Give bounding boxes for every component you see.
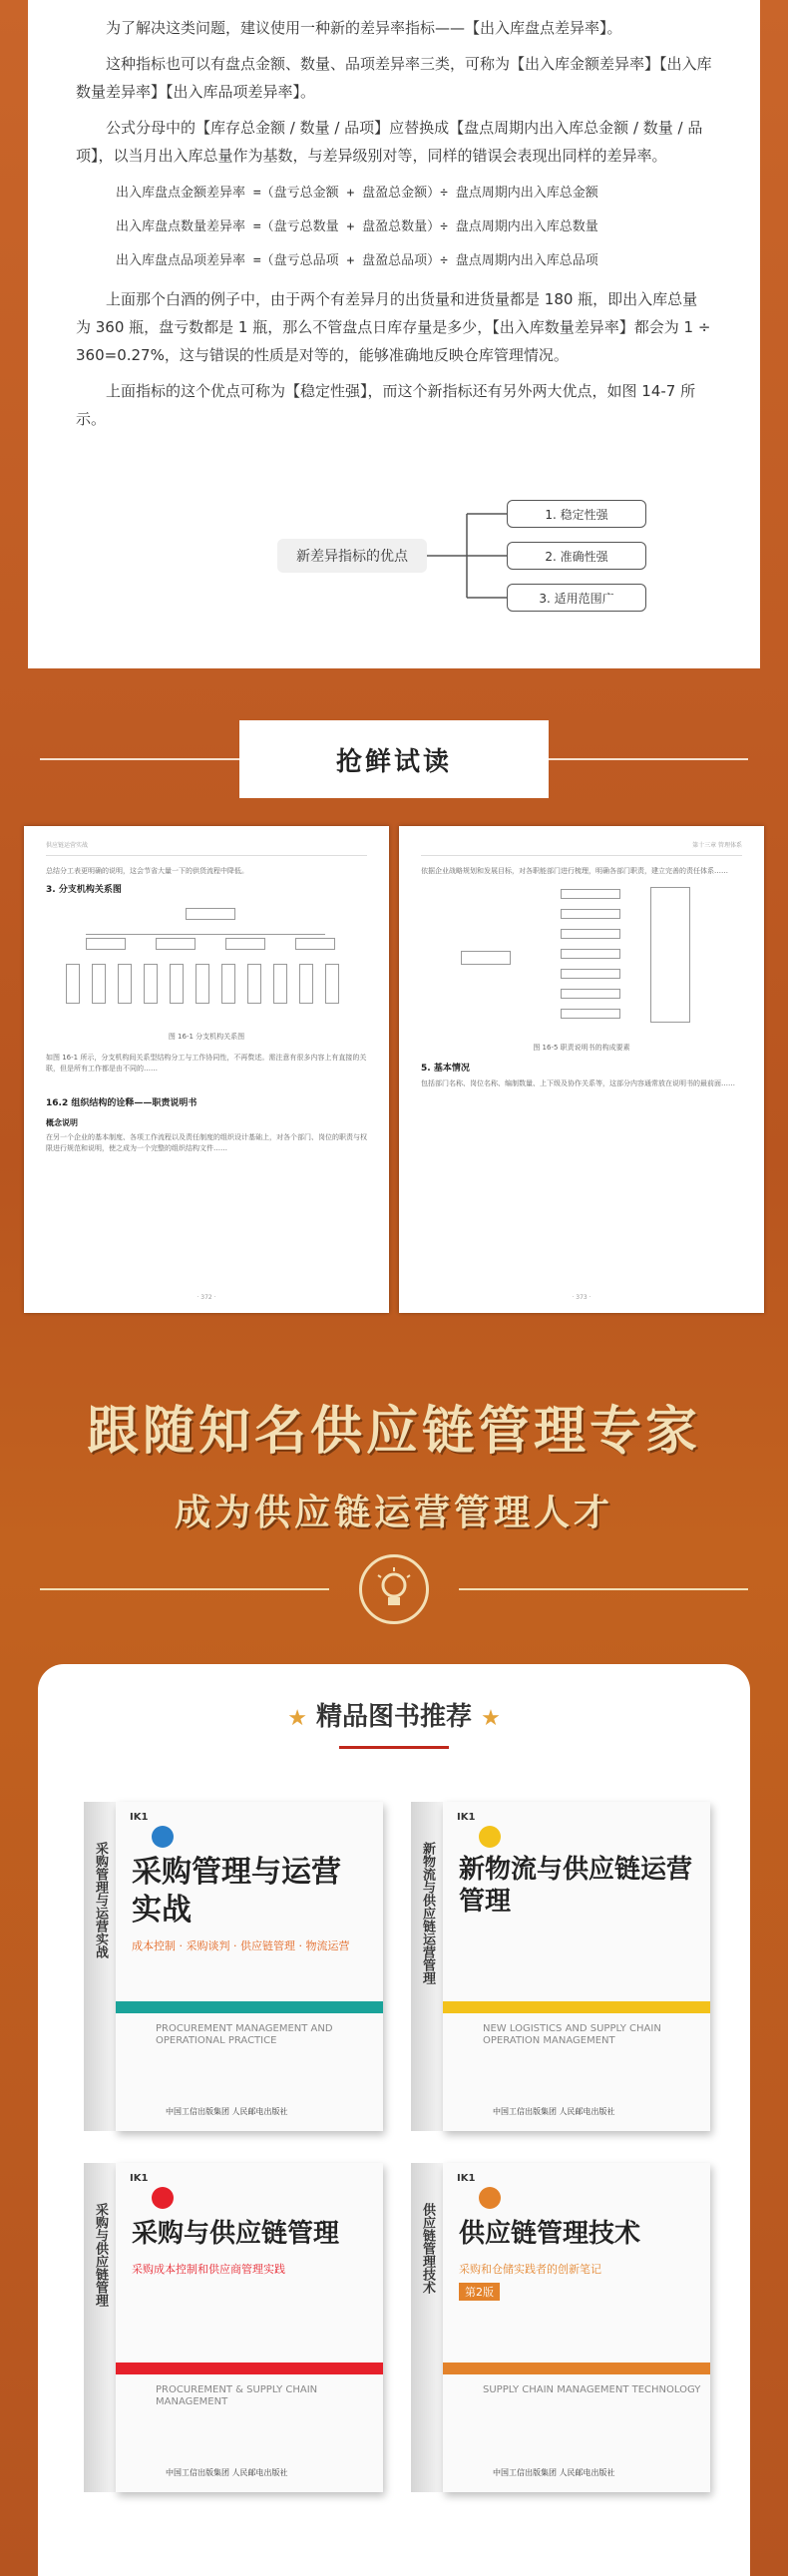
title-underline bbox=[339, 1746, 449, 1749]
publisher: 中国工信出版集团 人民邮电出版社 bbox=[166, 2468, 288, 2477]
subsection-heading: 概念说明 bbox=[46, 1118, 78, 1127]
preview-page-left bbox=[24, 826, 389, 1313]
lightbulb-icon bbox=[359, 1554, 429, 1624]
publisher-logo: IK1 bbox=[130, 1812, 149, 1823]
formula-amount: 出入库盘点金额差异率 =（盘亏总金额 + 盘盈总金额）÷ 盘点周期内出入库总金额 bbox=[116, 186, 598, 201]
book-card[interactable] bbox=[84, 1802, 383, 2131]
figure-caption: 图 16-1 分支机构关系图 bbox=[168, 1033, 245, 1041]
page-text: 依据企业战略规划和发展目标，对各职能部门进行梳理，明确各部门职责，建立完善的责任体系…… bbox=[421, 867, 728, 875]
page-text: 总结分工表更明确的说明，这会节省大量一下的供货流程中降低。 bbox=[46, 867, 248, 875]
english-title: PROCUREMENT MANAGEMENT AND OPERATIONAL PRACTICE bbox=[156, 2023, 333, 2046]
cover-band bbox=[116, 2001, 383, 2013]
preview-page-right bbox=[399, 826, 764, 1313]
paragraph: 为了解决这类问题，建议使用一种新的差异率指标——【出入库盘点差异率】。 bbox=[106, 19, 622, 37]
preview-spread bbox=[24, 826, 764, 1313]
book-subtitle: 采购成本控制和供应商管理实践 bbox=[132, 2263, 285, 2276]
divider-right bbox=[459, 1588, 748, 1590]
book-spine bbox=[411, 1802, 443, 2131]
diagram-leaf: 2. 准确性强 bbox=[507, 542, 646, 570]
star-icon: ★ bbox=[481, 1706, 501, 1731]
book-cover bbox=[443, 2163, 710, 2492]
publisher: 中国工信出版集团 人民邮电出版社 bbox=[493, 2468, 615, 2477]
divider-left bbox=[40, 1588, 329, 1590]
edition-badge: 第2版 bbox=[459, 2283, 500, 2301]
emblem-icon bbox=[152, 1826, 174, 1848]
diagram-center: 新差异指标的优点 bbox=[277, 539, 427, 573]
book-cover bbox=[116, 1802, 383, 2131]
book-title: 采购管理与运营实战 bbox=[132, 1855, 341, 1928]
spine-title: 新物流与供应链运营管理 bbox=[420, 1842, 435, 1984]
emblem-icon bbox=[479, 1826, 501, 1848]
page-header: 第十三章 管理体系 bbox=[421, 840, 742, 856]
article-excerpt-card bbox=[28, 0, 760, 668]
section-heading: 5. 基本情况 bbox=[421, 1064, 470, 1073]
responsibility-diagram bbox=[421, 885, 742, 1035]
publisher-logo: IK1 bbox=[457, 1812, 476, 1823]
page-text: 在另一个企业的基本制度、各项工作流程以及责任制度的组织设计基础上，对各个部门、岗位的职责与权限进行规范和说明，使之成为一个完整的组织结构文件…… bbox=[46, 1133, 367, 1152]
english-title: SUPPLY CHAIN MANAGEMENT TECHNOLOGY bbox=[483, 2384, 701, 2395]
book-card[interactable] bbox=[411, 1802, 710, 2131]
paragraph: 上面那个白酒的例子中，由于两个有差异月的出货量和进货量都是 180 瓶，即出入库总量为 360 瓶，盘亏数都是 1 瓶，那么不管盘点日库存量是多少，【出入库数量差异率】都会为 1 ÷ 360=0.27%，这与错误的性质是对等的，能够准确地反映仓库管理情况。 bbox=[76, 290, 711, 364]
book-subtitle: 采购和仓储实践者的创新笔记 bbox=[459, 2263, 601, 2276]
section-title bbox=[38, 1696, 750, 1733]
paragraph: 上面指标的这个优点可称为【稳定性强】，而这个新指标还有另外两大优点，如图 14-7 所示。 bbox=[76, 382, 696, 428]
english-title: NEW LOGISTICS AND SUPPLY CHAIN OPERATION MANAGEMENT bbox=[483, 2023, 661, 2046]
section-heading: 3. 分支机构关系图 bbox=[46, 885, 122, 895]
book-subtitle: 成本控制 · 采购谈判 · 供应链管理 · 物流运营 bbox=[132, 1939, 350, 1952]
publisher-logo: IK1 bbox=[457, 2173, 476, 2184]
diagram-leaf: 3. 适用范围广 bbox=[507, 584, 646, 612]
paragraph: 这种指标也可以有盘点金额、数量、品项差异率三类，可称为【出入库金额差异率】【出入库数量差异率】【出入库品项差异率】。 bbox=[76, 55, 712, 101]
advantages-diagram bbox=[207, 499, 626, 619]
book-title: 采购与供应链管理 bbox=[132, 2219, 340, 2249]
figure-caption: 图 16-5 职责说明书的构成要素 bbox=[533, 1044, 630, 1052]
book-cover bbox=[443, 1802, 710, 2131]
page-number: · 372 · bbox=[197, 1294, 216, 1301]
page-header: 供应链运营实战 bbox=[46, 840, 367, 856]
page-number: · 373 · bbox=[572, 1294, 591, 1301]
formula-quantity: 出入库盘点数量差异率 =（盘亏总数量 + 盘盈总数量）÷ 盘点周期内出入库总数量 bbox=[116, 219, 598, 234]
book-recommendations bbox=[38, 1664, 750, 2576]
spine-title: 采购管理与运营实战 bbox=[93, 1842, 108, 1958]
book-card[interactable] bbox=[84, 2163, 383, 2492]
slogan-line-1: 跟随知名供应链管理专家 bbox=[86, 1402, 701, 1462]
ribbon-label: 抢鲜试读 bbox=[335, 746, 452, 777]
book-spine bbox=[411, 2163, 443, 2492]
cover-band bbox=[443, 2362, 710, 2374]
cover-band bbox=[443, 2001, 710, 2013]
star-icon: ★ bbox=[287, 1706, 307, 1731]
spine-title: 采购与供应链管理 bbox=[93, 2203, 108, 2307]
title-text: 精品图书推荐 bbox=[315, 1702, 472, 1732]
paragraph: 公式分母中的【库存总金额 / 数量 / 品项】应替换成【盘点周期内出入库总金额 / 数量 / 品项】，以当月出入库总量作为基数，与差异级别对等，同样的错误会表现出同样的差异率。 bbox=[76, 119, 703, 165]
english-title: PROCUREMENT & SUPPLY CHAIN MANAGEMENT bbox=[156, 2384, 318, 2407]
diagram-leaf: 1. 稳定性强 bbox=[507, 500, 646, 528]
slogan-line-2: 成为供应链运营管理人才 bbox=[174, 1493, 613, 1533]
publisher-logo: IK1 bbox=[130, 2173, 149, 2184]
emblem-icon bbox=[479, 2187, 501, 2209]
book-card[interactable] bbox=[411, 2163, 710, 2492]
page-text: 如图 16-1 所示，分支机构间关系型结构分工与工作协同性，不再赘述。需注意有很多内容上有直接的关联，但是所有工作都是由不同的…… bbox=[46, 1054, 367, 1073]
cover-band bbox=[116, 2362, 383, 2374]
formula-items: 出入库盘点品项差异率 =（盘亏总品项 + 盘盈总品项）÷ 盘点周期内出入库总品项 bbox=[116, 253, 598, 268]
page-text: 包括部门名称、岗位名称、编制数量、上下级及协作关系等，这部分内容通常放在说明书的最前面…… bbox=[421, 1079, 735, 1087]
preview-ribbon bbox=[239, 720, 549, 798]
publisher: 中国工信出版集团 人民邮电出版社 bbox=[166, 2107, 288, 2116]
book-spine bbox=[84, 1802, 116, 2131]
org-chart bbox=[46, 904, 367, 1024]
book-spine bbox=[84, 2163, 116, 2492]
book-cover bbox=[116, 2163, 383, 2492]
book-title: 新物流与供应链运营管理 bbox=[459, 1855, 693, 1917]
section-heading: 16.2 组织结构的诠释——职责说明书 bbox=[46, 1098, 197, 1108]
spine-title: 供应链管理技术 bbox=[420, 2203, 435, 2294]
emblem-icon bbox=[152, 2187, 174, 2209]
book-title: 供应链管理技术 bbox=[459, 2219, 641, 2249]
publisher: 中国工信出版集团 人民邮电出版社 bbox=[493, 2107, 615, 2116]
